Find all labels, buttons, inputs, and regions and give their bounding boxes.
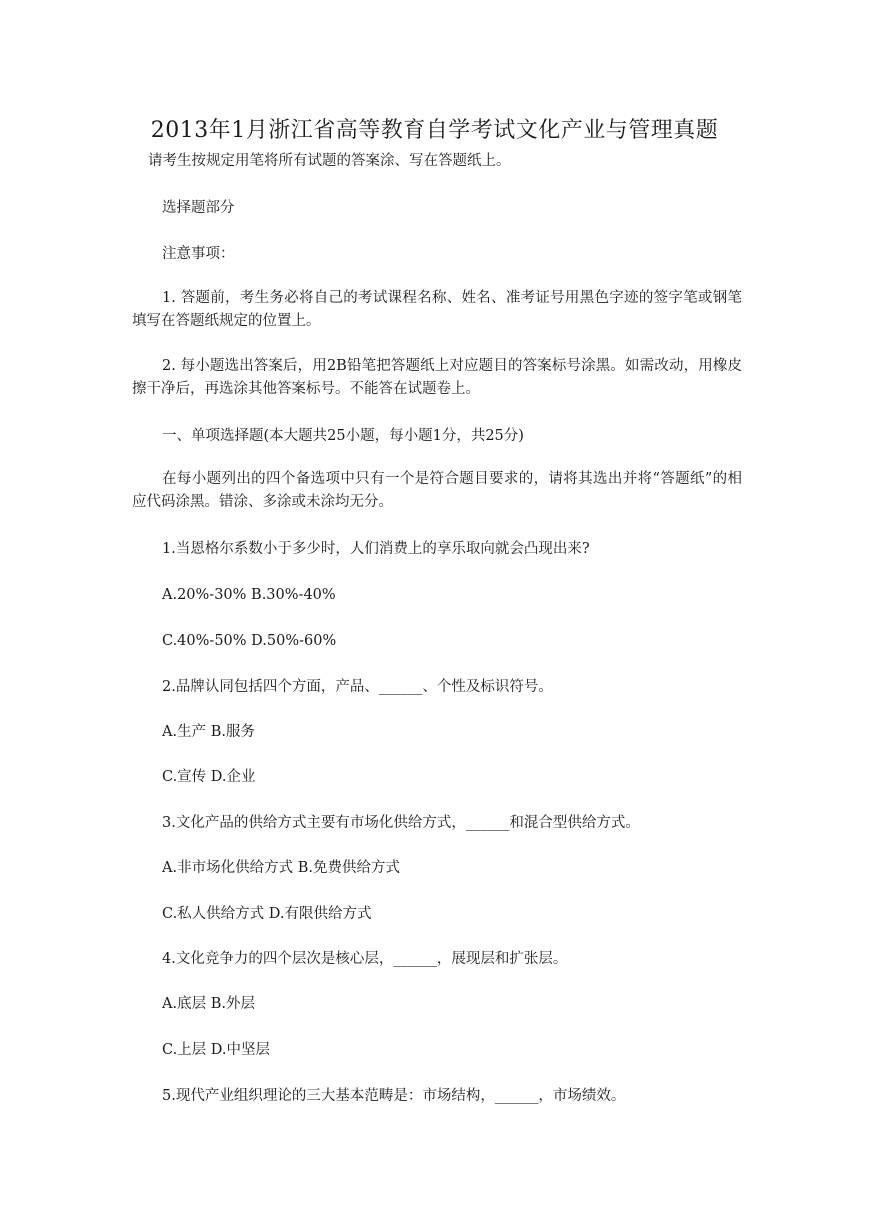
section-instruction: 在每小题列出的四个备选项中只有一个是符合题目要求的，请将其选出并将“答题纸”的相应代码涂黑。错涂、多涂或未涂均无分。 xyxy=(132,471,742,510)
question-options: C.40%-50% D.50%-60% xyxy=(162,633,337,649)
instruction-text: 请考生按规定用笔将所有试题的答案涂、写在答题纸上。 xyxy=(148,153,511,169)
part-heading: 选择题部分 xyxy=(162,200,235,216)
document-title: 2013年1月浙江省高等教育自学考试文化产业与管理真题 xyxy=(150,118,719,143)
note-item: 2. 每小题选出答案后，用2B铅笔把答题纸上对应题目的答案标号涂黑。如需改动，用橡皮擦干净后，再选涂其他答案标号。不能答在试题卷上。 xyxy=(132,358,742,397)
note-item: 1. 答题前，考生务必将自己的考试课程名称、姓名、准考证号用黑色字迹的签字笔或钢笔填写在答题纸规定的位置上。 xyxy=(132,290,742,329)
question-options: C.宣传 D.企业 xyxy=(162,769,256,785)
section-heading: 一、单项选择题(本大题共25小题，每小题1分，共25分) xyxy=(162,428,524,444)
question-stem: 3.文化产品的供给方式主要有市场化供给方式，______和混合型供给方式。 xyxy=(162,815,640,831)
question-stem: 1.当恩格尔系数小于多少时，人们消费上的享乐取向就会凸现出来? xyxy=(162,541,590,557)
question-stem: 2.品牌认同包括四个方面，产品、______、个性及标识符号。 xyxy=(162,679,553,695)
question-stem: 5.现代产业组织理论的三大基本范畴是：市场结构，______，市场绩效。 xyxy=(162,1088,626,1104)
question-options: A.底层 B.外层 xyxy=(162,996,255,1012)
question-options: A.生产 B.服务 xyxy=(162,724,255,740)
question-options: C.私人供给方式 D.有限供给方式 xyxy=(162,906,372,922)
notes-heading: 注意事项： xyxy=(162,246,235,262)
question-options: C.上层 D.中坚层 xyxy=(162,1042,271,1058)
question-stem: 4.文化竞争力的四个层次是核心层，______，展现层和扩张层。 xyxy=(162,951,568,967)
question-options: A.20%-30% B.30%-40% xyxy=(162,587,336,603)
question-options: A.非市场化供给方式 B.免费供给方式 xyxy=(162,860,400,876)
